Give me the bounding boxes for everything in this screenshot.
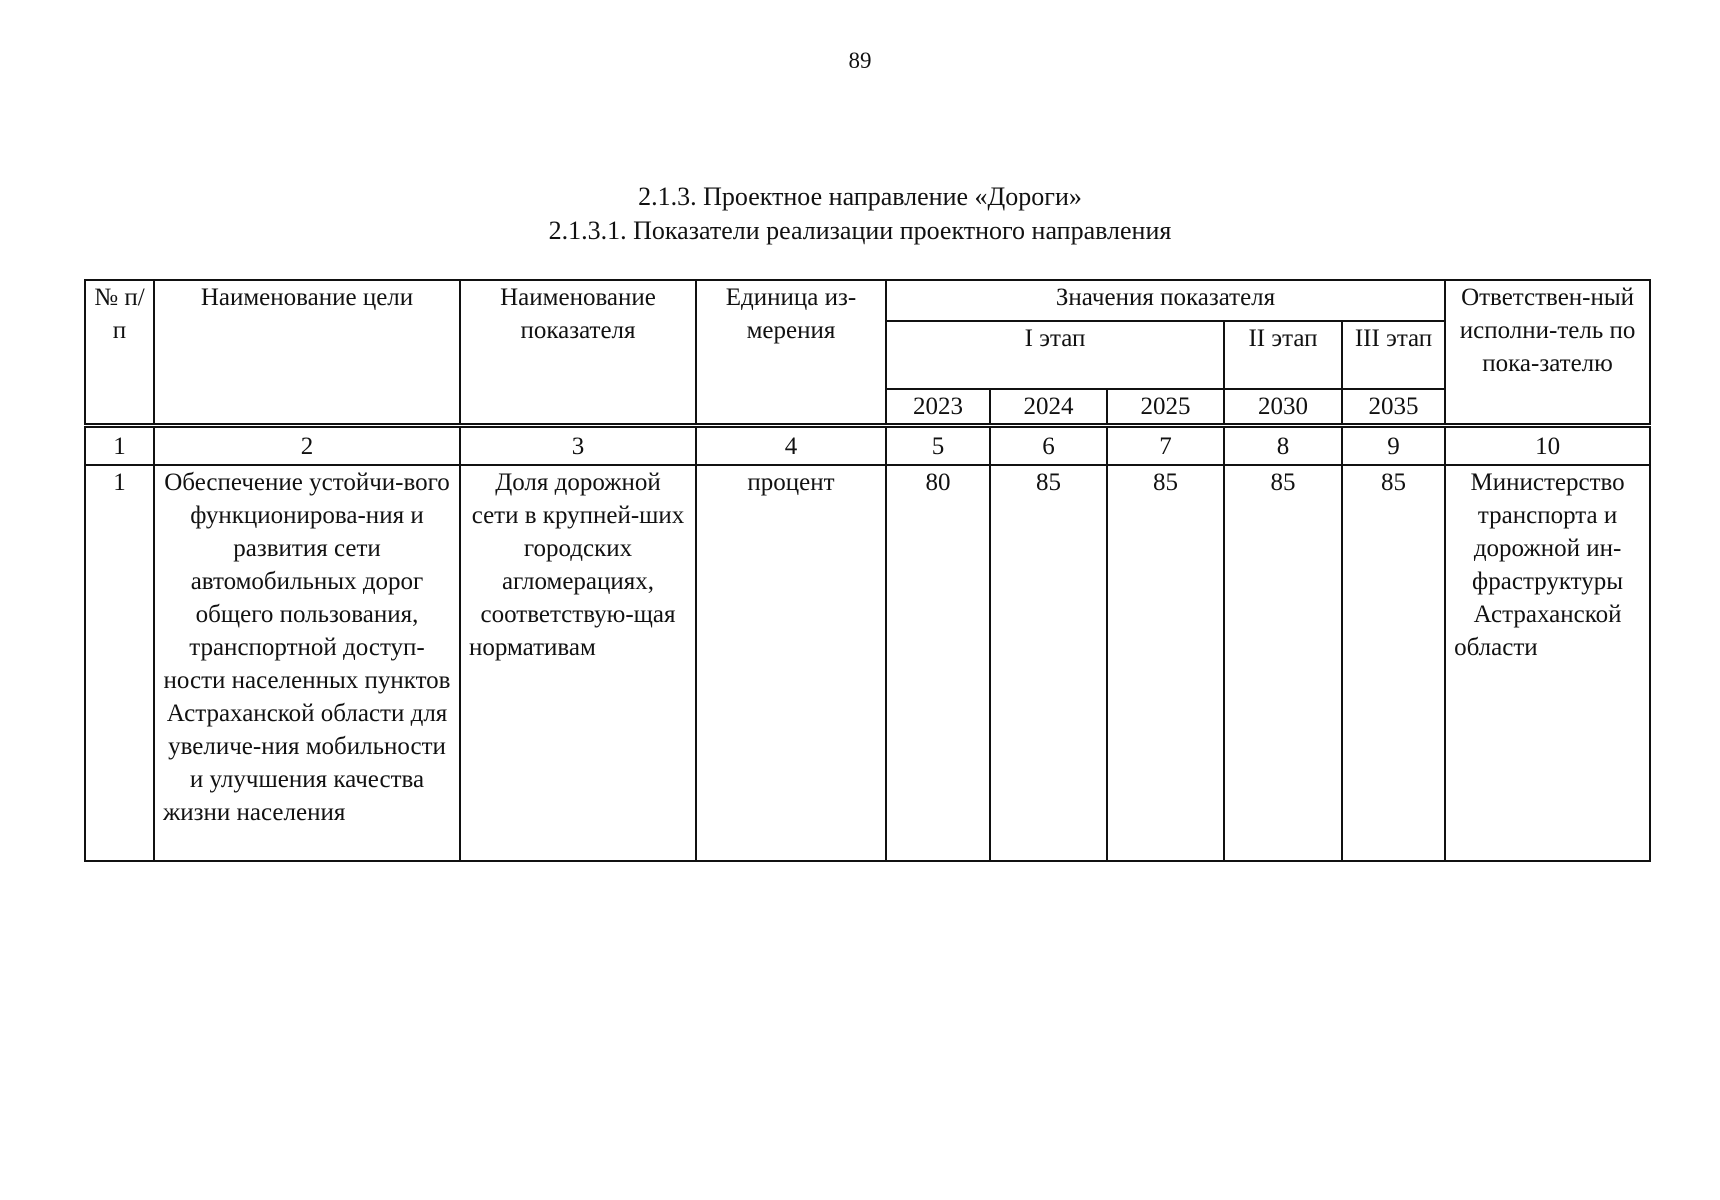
header-values: Значения показателя <box>886 280 1445 321</box>
column-number: 6 <box>990 426 1107 466</box>
header-stage-3: III этап <box>1342 321 1445 389</box>
header-year: 2030 <box>1224 389 1342 426</box>
column-number: 5 <box>886 426 990 466</box>
header-indicator: Наименование показателя <box>460 280 696 426</box>
header-stage-1: I этап <box>886 321 1224 389</box>
column-number: 7 <box>1107 426 1224 466</box>
document-titles <box>0 180 1720 248</box>
row-indicator: Доля дорожной сети в крупней-ших городских агломерациях, соответствую-щая нормативам <box>460 465 696 861</box>
column-number: 10 <box>1445 426 1650 466</box>
column-number: 1 <box>85 426 154 466</box>
indicators-table <box>84 279 1651 862</box>
row-responsible: Министерство транспорта и дорожной ин-фраструктуры Астраханской области <box>1445 465 1650 861</box>
header-year: 2025 <box>1107 389 1224 426</box>
column-number: 3 <box>460 426 696 466</box>
page-number: 89 <box>848 48 872 73</box>
column-number: 9 <box>1342 426 1445 466</box>
section-heading: 2.1.3. Проектное направление «Дороги» <box>638 182 1082 211</box>
column-number: 8 <box>1224 426 1342 466</box>
header-stage-2: II этап <box>1224 321 1342 389</box>
section-subheading: 2.1.3.1. Показатели реализации проектного направления <box>548 216 1172 245</box>
row-value-2025: 85 <box>1107 465 1224 861</box>
row-num: 1 <box>85 465 154 861</box>
header-year: 2024 <box>990 389 1107 426</box>
header-num: № п/п <box>85 280 154 426</box>
column-number-row <box>85 426 1650 466</box>
row-value-2035: 85 <box>1342 465 1445 861</box>
column-number: 2 <box>154 426 460 466</box>
row-value-2030: 85 <box>1224 465 1342 861</box>
header-unit: Единица из-мерения <box>696 280 886 426</box>
header-year: 2023 <box>886 389 990 426</box>
table-row <box>85 465 1650 861</box>
header-goal: Наименование цели <box>154 280 460 426</box>
row-unit: процент <box>696 465 886 861</box>
row-value-2024: 85 <box>990 465 1107 861</box>
column-number: 4 <box>696 426 886 466</box>
header-year: 2035 <box>1342 389 1445 426</box>
row-value-2023: 80 <box>886 465 990 861</box>
row-goal: Обеспечение устойчи-вого функционирова-ния и развития сети автомобильных дорог общего пользования, транспортной доступ-ности населенных пунктов Астраханской области для увеличе-ния мобильности и улучшения качества жизни населения <box>154 465 460 861</box>
header-responsible: Ответствен-ный исполни-тель по пока-зателю <box>1445 280 1650 426</box>
